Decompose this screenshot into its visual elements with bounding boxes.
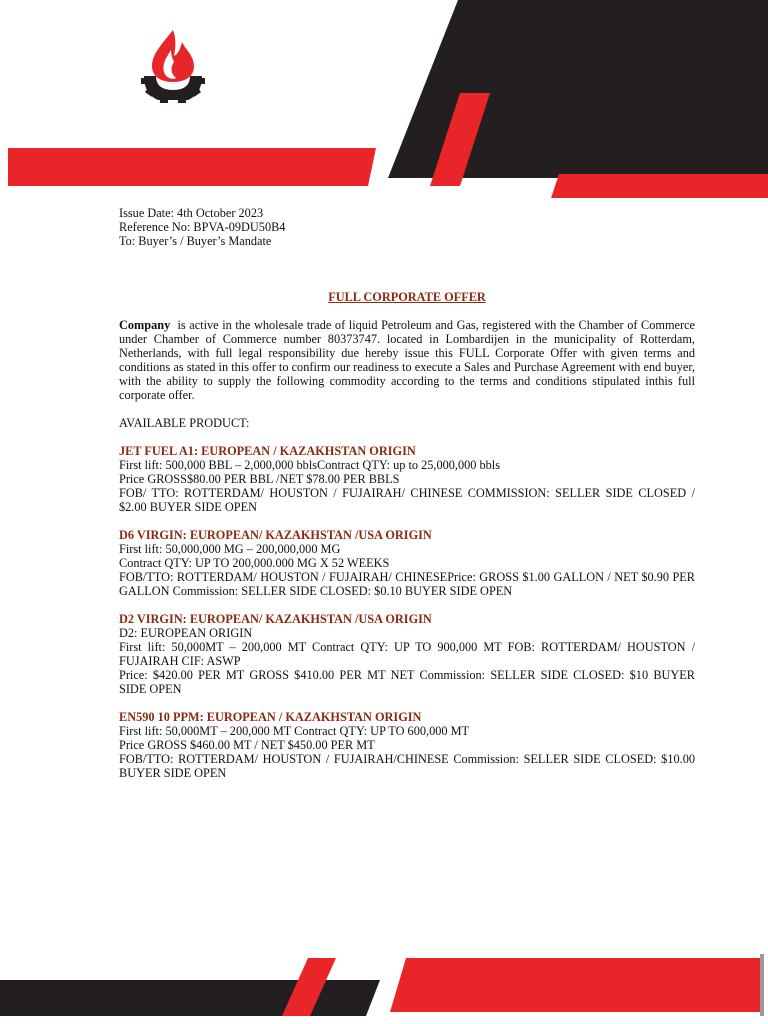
header-decoration <box>0 0 768 200</box>
product-line: First lift: 50,000,000 MG – 200,000,000 MG <box>119 542 341 556</box>
product-terms: FOB/TTO: ROTTERDAM/ HOUSTON / FUJAIRAH/CHINESE Commission: SELLER SIDE CLOSED: $10.00 BUYER SIDE OPEN <box>119 752 695 780</box>
product-terms: Price: $420.00 PER MT GROSS $410.00 PER MT NET Commission: SELLER SIDE CLOSED: $10 BUYER SIDE OPEN <box>119 668 695 696</box>
product-jet-fuel <box>119 444 695 514</box>
product-terms: FOB/ TTO: ROTTERDAM/ HOUSTON / FUJAIRAH/ CHINESE COMMISSION: SELLER SIDE CLOSED / $2.00 BUYER SIDE OPEN <box>119 486 695 514</box>
product-line: Price GROSS$80.00 PER BBL /NET $78.00 PER BBLS <box>119 472 400 486</box>
flame-gear-logo-icon <box>138 28 208 104</box>
product-quantity: First lift: 50,000MT – 200,000 MT Contract QTY: UP TO 900,000 MT FOB: ROTTERDAM/ HOUSTON / FUJAIRAH CIF: ASWP <box>119 640 695 668</box>
product-d6-virgin <box>119 528 695 598</box>
product-en590 <box>119 710 695 780</box>
footer-decoration <box>0 940 768 1024</box>
header-red-band-left <box>8 148 376 186</box>
reference-number: Reference No: BPVA-09DU50B4 <box>119 220 286 234</box>
product-heading: EN590 10 PPM: EUROPEAN / KAZAKHSTAN ORIGIN <box>119 710 422 724</box>
footer-edge-bar <box>760 954 764 1016</box>
intro-body: is active in the wholesale trade of liquid Petroleum and Gas, registered with the Chamber of Commerce under Chamber of Commerce number 80373747. located in Lombardijen in the municipality of Rotterdam, Netherlands, with full legal responsibility due hereby issue this FULL Corporate Offer with given terms and conditions as stated in this offer to confirm our readiness to execute a Sales and Purchase Agreement with end buyer, with the ability to supply the following commodity according to the terms and conditions stipulated inthis full corporate offer. <box>119 318 695 402</box>
document-title: FULL CORPORATE OFFER <box>328 290 486 304</box>
document-meta <box>119 206 695 248</box>
product-line: First lift: 50,000MT – 200,000 MT Contract QTY: UP TO 600,000 MT <box>119 724 470 738</box>
product-heading: D6 VIRGIN: EUROPEAN/ KAZAKHSTAN /USA ORIGIN <box>119 528 432 542</box>
intro-paragraph <box>119 318 695 402</box>
issue-date: Issue Date: 4th October 2023 <box>119 206 264 220</box>
product-d2-virgin <box>119 612 695 696</box>
product-line: First lift: 500,000 BBL – 2,000,000 bblsContract QTY: up to 25,000,000 bbls <box>119 458 500 472</box>
product-line: D2: EUROPEAN ORIGIN <box>119 626 253 640</box>
product-heading: JET FUEL A1: EUROPEAN / KAZAKHSTAN ORIGIN <box>119 444 416 458</box>
product-line: Contract QTY: UP TO 200,000.000 MG X 52 WEEKS <box>119 556 390 570</box>
recipient: To: Buyer’s / Buyer’s Mandate <box>119 234 272 248</box>
product-heading: D2 VIRGIN: EUROPEAN/ KAZAKHSTAN /USA ORIGIN <box>119 612 432 626</box>
company-name: Company <box>119 318 171 332</box>
header-red-band-right <box>551 174 768 198</box>
product-terms: FOB/TTO: ROTTERDAM/ HOUSTON / FUJAIRAH/ CHINESEPrice: GROSS $1.00 GALLON / NET $0.90 PER GALLON Commission: SELLER SIDE CLOSED: $0.10 BUYER SIDE OPEN <box>119 570 695 598</box>
footer-red-band <box>390 958 760 1012</box>
available-product-label: AVAILABLE PRODUCT: <box>119 416 250 430</box>
product-line: Price GROSS $460.00 MT / NET $450.00 PER MT <box>119 738 375 752</box>
